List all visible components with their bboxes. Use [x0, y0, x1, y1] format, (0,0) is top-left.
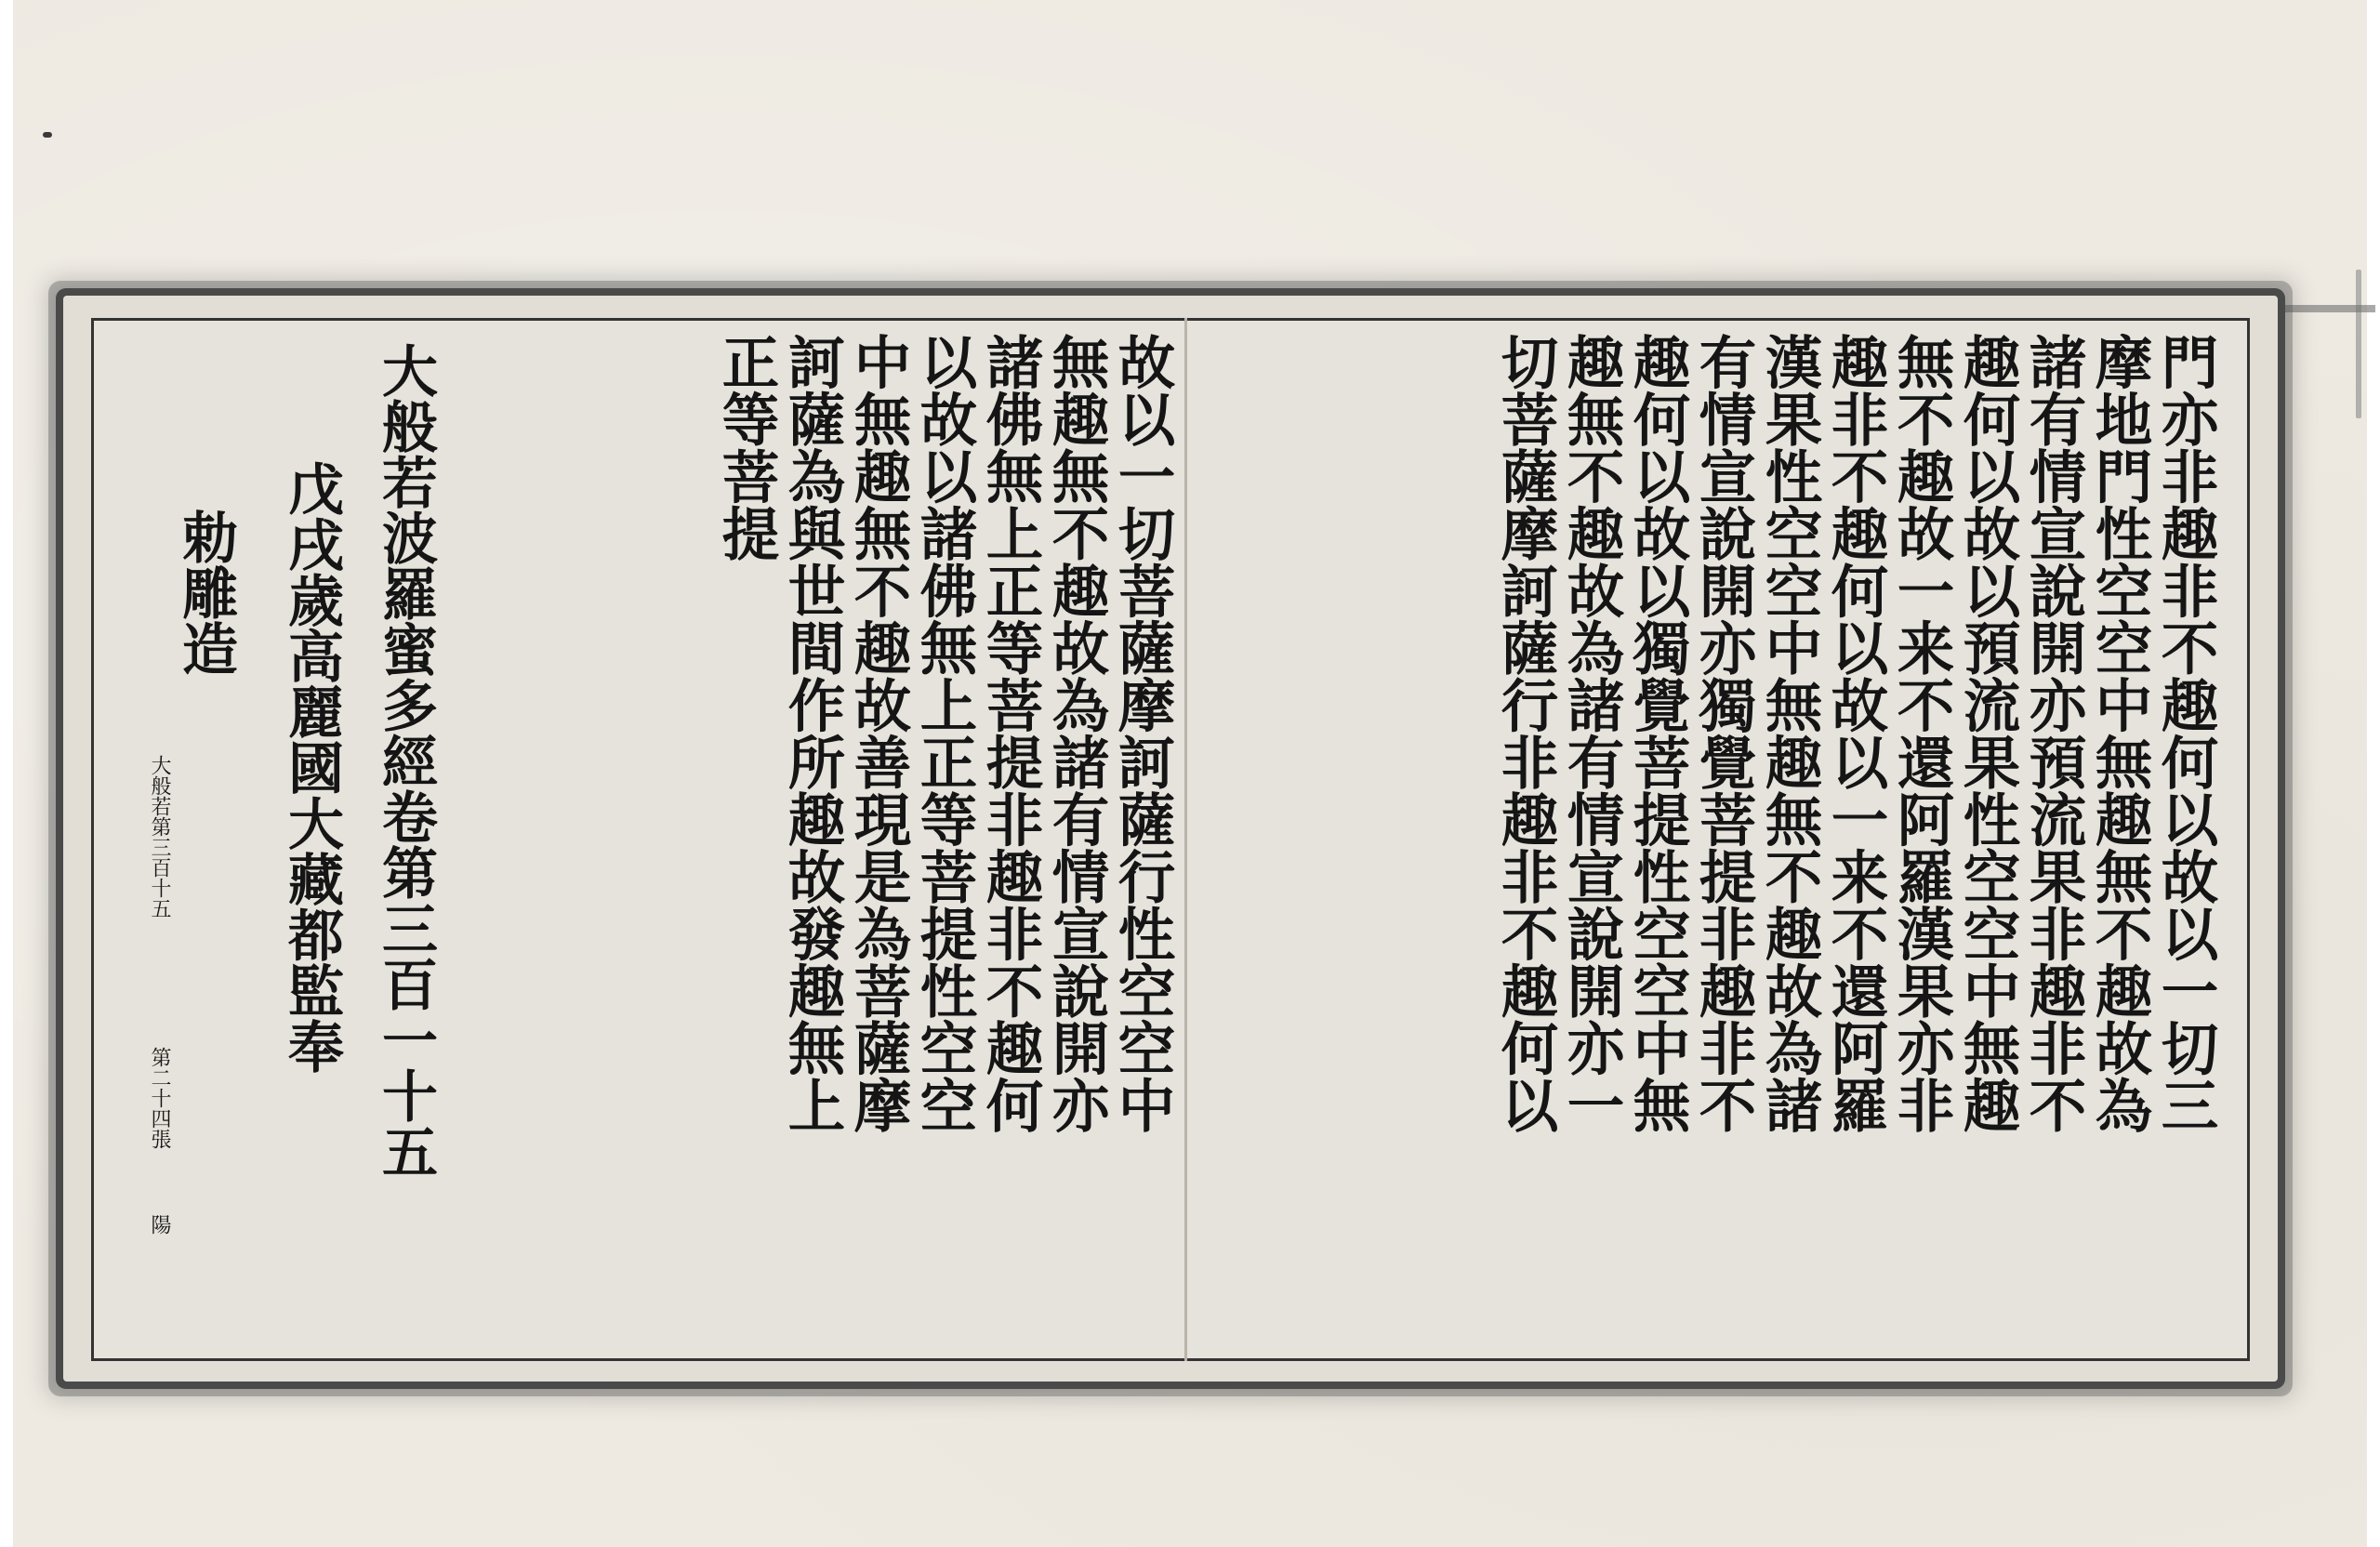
text-column: 故以一切菩薩摩訶薩行性空空中 [1108, 333, 1176, 1133]
text-column: 摩地門性空空中無趣無不趣故為 [2085, 333, 2153, 1133]
text-column: 諸佛無上正等菩提非趣非不趣何 [976, 333, 1044, 1133]
sutra-title: 大般若波羅蜜多經卷第三百一十五 [373, 342, 438, 1179]
text-column: 門亦非趣非不趣何以故以一切三 [2151, 333, 2219, 1133]
text-column: 正等菩提 [712, 333, 780, 562]
text-column: 趣何以故以獨覺菩提性空空中無 [1623, 333, 1691, 1133]
ink-spot [43, 132, 52, 138]
side-label: 陽 [148, 1214, 171, 1235]
text-column: 有情宣說開亦獨覺菩提非趣非不 [1689, 333, 1757, 1133]
edict-line: 勅雕造 [173, 509, 238, 676]
text-column: 中無趣無不趣故善現是為菩薩摩 [844, 333, 912, 1133]
volume-label: 大般若第三百十五 [148, 755, 171, 919]
text-column: 無不趣故一来不還阿羅漢果亦非 [1887, 333, 1955, 1133]
text-column: 趣何以故以預流果性空空中無趣 [1953, 333, 2021, 1133]
adjacent-sheet-edge [2273, 305, 2375, 312]
center-fold-line [1184, 318, 1187, 1361]
publication-line: 戊戌歲高麗國大藏都監奉 [279, 460, 344, 1074]
text-column: 以故以諸佛無上正等菩提性空空 [910, 333, 978, 1133]
text-column: 訶薩為與世間作所趣故發趣無上 [778, 333, 846, 1133]
edge-shadow [2356, 270, 2361, 418]
text-column: 趣非不趣何以故以一来不還阿羅 [1821, 333, 1889, 1133]
text-column: 漢果性空空中無趣無不趣故為諸 [1755, 333, 1823, 1133]
text-column: 諸有情宣說開亦預流果非趣非不 [2019, 333, 2087, 1133]
text-column: 趣無不趣故為諸有情宣說開亦一 [1557, 333, 1625, 1133]
text-column: 切菩薩摩訶薩行非趣非不趣何以 [1491, 333, 1559, 1133]
sheet-label: 第二十四張 [148, 1047, 171, 1149]
text-column: 無趣無不趣故為諸有情宣說開亦 [1042, 333, 1110, 1133]
